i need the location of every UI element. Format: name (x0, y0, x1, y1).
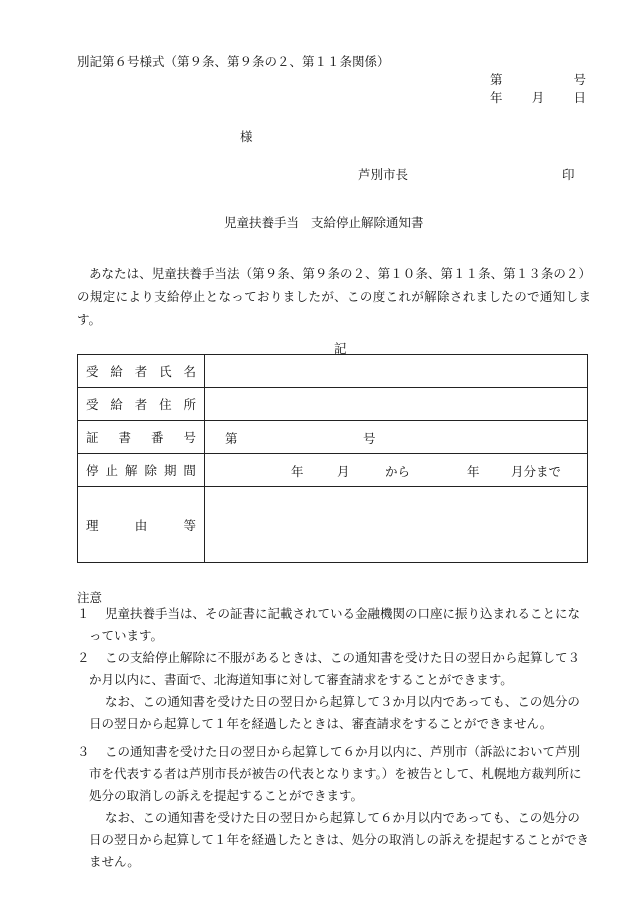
document-number-line (490, 70, 586, 88)
row-label-char: 番 (150, 430, 164, 445)
table-row (78, 487, 588, 563)
row-value-recipient-address (205, 388, 588, 421)
row-label-reason (78, 487, 205, 563)
row-label-char: 号 (183, 430, 196, 445)
row-label-recipient-address (78, 388, 205, 421)
table-row (78, 454, 588, 487)
note-item-1 (77, 603, 591, 647)
row-label-char: 者 (134, 397, 148, 412)
certificate-number-prefix: 第 (225, 431, 238, 446)
row-label-char: 由 (134, 517, 148, 533)
row-value-recipient-name (205, 355, 588, 388)
row-label-char: 止 (105, 463, 118, 478)
table-row (78, 355, 588, 388)
notes-heading: 注意 (77, 590, 103, 605)
issue-date-line (490, 88, 586, 106)
row-value-reason (205, 487, 588, 563)
note-number: １ (77, 606, 90, 621)
row-label-char: 書 (118, 430, 131, 445)
document-title (224, 213, 424, 231)
issue-date-day: 日 (573, 90, 586, 105)
row-label-char: 等 (183, 517, 196, 533)
period-end-month: 月分まで (511, 464, 562, 479)
note-text: この通知書を受けた日の翌日から起算して６か月以内に、芦別市（訴訟において芦別市を代表する者は芦別市長が被告の代表となります。）を被告として、札幌地方裁判所に処分の取消しの訴えを提起することができます。 (89, 744, 582, 803)
row-label-char: 期 (163, 463, 177, 478)
body-paragraph: あなたは、児童扶養手当法（第９条、第９条の２、第１０条、第１１条、第１３条の２）の規定により支給停止となっておりましたが、この度これが解除されましたので通知します。 (77, 266, 591, 327)
document-number-suffix: 号 (573, 72, 586, 87)
row-label-char: 受 (86, 397, 99, 412)
row-value-release-period (205, 454, 588, 487)
row-value-certificate-number (205, 421, 588, 454)
row-label-char: 氏 (159, 364, 172, 379)
period-from: から (385, 464, 411, 479)
row-label-char: 者 (134, 364, 148, 379)
row-label-char: 給 (110, 397, 123, 412)
certificate-number-suffix: 号 (363, 431, 376, 446)
row-label-char: 受 (86, 364, 99, 379)
issuer-mayor: 芦別市長 (358, 167, 409, 182)
row-label-char: 名 (183, 364, 196, 379)
note-subtext: なお、この通知書を受けた日の翌日から起算して６か月以内であっても、この処分の日の翌日から起算して１年を経過したときは、処分の取消しの訴えを提起することができません。 (89, 810, 590, 869)
row-label-char: 理 (86, 517, 99, 533)
row-label-certificate-number (78, 421, 205, 454)
note-text: 児童扶養手当は、その証書に記載されている金融機関の口座に振り込まれることになっています。 (89, 606, 581, 643)
row-label-char: 住 (159, 397, 172, 412)
details-table (77, 354, 588, 563)
document-number-prefix: 第 (490, 72, 503, 87)
note-item-2 (77, 647, 591, 735)
note-text: この支給停止解除に不服があるときは、この通知書を受けた日の翌日から起算して３か月以内に、書面で、北海道知事に対して審査請求をすることができます。 (89, 650, 581, 687)
row-label-char: 解 (124, 463, 138, 478)
row-label-char: 除 (144, 463, 157, 478)
row-label-release-period (78, 454, 205, 487)
row-label-char: 証 (86, 430, 99, 445)
issuer-seal: 印 (562, 167, 575, 182)
issue-date-month: 月 (531, 90, 545, 105)
note-subtext: なお、この通知書を受けた日の翌日から起算して３か月以内であっても、この処分の日の翌日から起算して１年を経過したときは、審査請求をすることができません。 (89, 694, 580, 731)
period-start-year: 年 (291, 464, 304, 479)
row-label-char: 間 (183, 463, 196, 478)
document-title-part2: 支給停止解除通知書 (311, 215, 424, 230)
row-label-char: 停 (86, 463, 99, 478)
row-label-char: 給 (110, 364, 123, 379)
row-label-char: 所 (183, 397, 196, 412)
issue-date-year: 年 (490, 90, 503, 105)
document-title-part1: 児童扶養手当 (224, 215, 300, 230)
note-number: ３ (77, 744, 90, 759)
table-row (78, 421, 588, 454)
period-end-year: 年 (467, 464, 480, 479)
form-number-title: 別記第６号様式（第９条、第９条の２、第１１条関係） (77, 54, 390, 69)
addressee-honorific: 様 (240, 129, 253, 144)
ki-heading: 記 (334, 341, 347, 356)
note-item-3 (77, 741, 591, 873)
table-row (78, 388, 588, 421)
note-number: ２ (77, 650, 90, 665)
row-label-recipient-name (78, 355, 205, 388)
period-start-month: 月 (337, 464, 350, 479)
